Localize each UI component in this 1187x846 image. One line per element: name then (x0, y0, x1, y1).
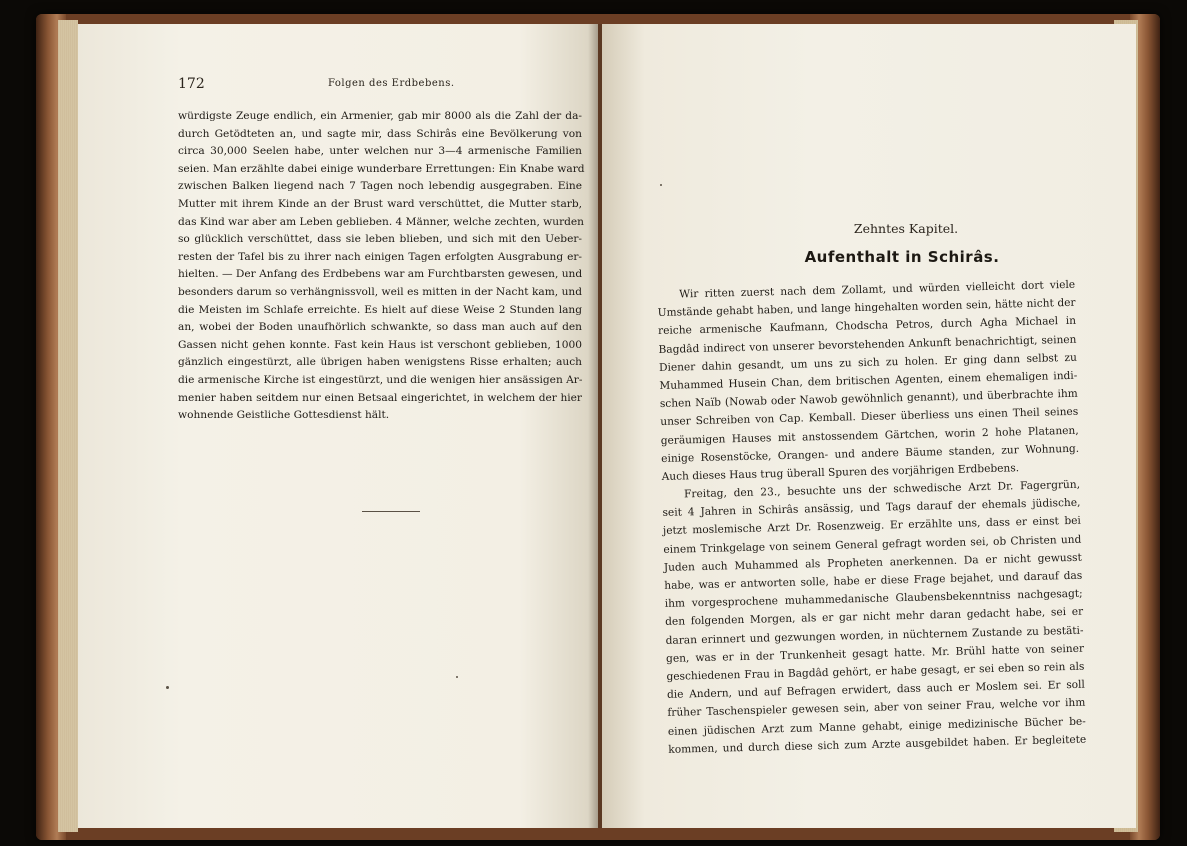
text-line: Bagdâd indirect von unserer bevorstehenden Ankunft benachrichtigt, seinen (658, 333, 1077, 356)
book-binding (36, 14, 1160, 840)
text-line: Gassen nicht gehen konnte. Fast kein Haus ist verschont geblieben, 1000 (178, 338, 582, 351)
text-line: an, wobei der Boden unaufhörlich schwankte, so dass man auch auf den (178, 321, 582, 334)
text-line: hielten. — Der Anfang des Erdbebens war am Furchtbarsten gewesen, und (178, 268, 583, 281)
text-line: die armenische Kirche ist eingestürzt, und die wenigen hier ansässigen Ar- (178, 373, 583, 386)
text-line: wohnende Geistliche Gottesdienst hält. (178, 409, 390, 422)
text-line: besonders darum so verhängnissvoll, weil es mitten in der Nacht kam, und (178, 285, 582, 298)
section-separator-rule (362, 511, 420, 512)
left-body-text (178, 108, 585, 425)
text-line: geräumigen Hauses mit anstossendem Gärtchen, worin 2 hohe Platanen, (660, 424, 1079, 447)
right-page (602, 24, 1136, 828)
paper-speck (660, 184, 662, 186)
running-head-title: Folgen des Erdbebens. (328, 78, 455, 89)
text-line: einige Rosenstöcke, Orangen- und andere Bäume standen, zur Wohnung. (661, 442, 1080, 465)
running-head (178, 76, 578, 94)
text-line: einen jüdischen Arzt zum Manne gehabt, einige medizinische Bücher be- (667, 715, 1086, 738)
text-line: das Kind war aber am Leben geblieben. 4 Männer, welche zechten, wurden (178, 215, 585, 228)
page-stack-left (58, 20, 78, 832)
text-line: circa 30,000 Seelen habe, unter welchen nur 3—4 armenische Familien (178, 145, 582, 158)
text-line: Freitag, den 23., besuchte uns der schwedische Arzt Dr. Fagergrün, (683, 478, 1081, 501)
text-line: den folgenden Morgen, als er gar nicht mehr daran gedacht habe, sei er (665, 606, 1084, 629)
text-line: die Andern, und auf Befragen erwidert, dass auch er Moslem sei. Er soll (666, 678, 1086, 702)
text-line: habe, was er antworten solle, habe er diese Frage bejahet, und darauf das (664, 569, 1083, 592)
text-line: reiche armenische Kaufmann, Chodscha Petros, durch Agha Michael in (657, 315, 1077, 338)
text-line: so glücklich verschüttet, dass sie leben blieben, und sich mit den Ueber- (178, 233, 582, 246)
text-line: ihm vorgesprochene muhammedanische Glaubensbekenntniss nachgesagt; (664, 587, 1083, 611)
text-line: seien. Man erzählte dabei einige wunderbare Errettungen: Ein Knabe ward (178, 162, 585, 175)
text-line: resten der Tafel bis zu ihrer nach einigen Tagen erfolgten Ausgrabung er- (178, 250, 582, 263)
text-line: Auch dieses Haus trug überall Spuren des vorjährigen Erdbebens. (661, 462, 1020, 483)
text-line: gänzlich eingestürzt, alle übrigen haben wenigstens Risse erhalten; auch (178, 356, 582, 369)
right-body-text (657, 276, 1086, 759)
text-line: gen, was er in der Trunkenheit gesagt hatte. Mr. Brühl hatte von seiner (665, 642, 1085, 665)
text-line: Diener dahin gesandt, um uns zu sich zu holen. Er ging dann selbst zu (658, 351, 1078, 374)
text-line: Muhammed Husein Chan, dem britischen Agenten, einem ehemaligen indi- (659, 369, 1078, 392)
text-line: Umstände gehabt haben, und lange hingehalten worden sein, hätte nicht der (657, 296, 1076, 320)
text-line: jetzt moslemische Arzt Dr. Rosenzweig. Er erzählte uns, dass er einst bei (662, 515, 1082, 538)
text-line: kommen, und durch diese sich zum Arzte ausgebildet haben. Er begleitete (668, 733, 1087, 756)
chapter-label: Zehntes Kapitel. (853, 221, 959, 236)
text-line: zwischen Balken liegend nach 7 Tagen noch lebendig ausgegraben. Eine (178, 180, 582, 193)
text-line: geschiedenen Frau in Bagdâd gehört, er habe gesagt, er sei eben so rein als (666, 660, 1085, 683)
text-line: die Meisten im Schlafe erreichte. Es hielt auf diese Weise 2 Stunden lang (178, 303, 582, 316)
text-line: unser Schreiben von Cap. Kemball. Dieser überliess uns einen Theil seines (660, 406, 1079, 429)
text-line: Mutter mit ihrem Kinde an der Brust ward verschüttet, die Mutter starb, (178, 197, 582, 210)
text-line: einem Trinkgelage von seinem General gefragt worden sei, ob Christen und (663, 533, 1082, 556)
text-line: schen Naïb (Nowab oder Nawob gewöhnlich genannt), und überbrachte ihm (659, 387, 1078, 411)
text-line: früher Taschenspieler gewesen sein, aber von seiner Frau, welche vor ihm (667, 696, 1086, 720)
text-line: seit 4 Jahren in Schirâs ansässig, und Tags darauf der ehemals jüdische, (662, 496, 1081, 520)
text-line: würdigste Zeuge endlich, ein Armenier, gab mir 8000 als die Zahl der da- (178, 110, 582, 122)
text-line: menier haben seitdem nur einen Betsaal eingerichtet, in welchem der hier (178, 391, 582, 404)
chapter-title: Aufenthalt in Schirâs. (804, 248, 1000, 266)
page-number: 172 (178, 76, 205, 92)
text-line: Juden auch Muhammed als Propheten anerkennen. Da er nicht gewusst (663, 551, 1082, 574)
text-line: durch Getödteten an, und sagte mir, dass Schirâs eine Bevölkerung von (178, 127, 582, 140)
left-page (78, 24, 598, 828)
text-line: daran erinnert und gezwungen worden, in nüchternem Zustande zu bestäti- (665, 624, 1084, 647)
text-line: Wir ritten zuerst nach dem Zollamt, und würden vielleicht dort viele (679, 278, 1076, 301)
